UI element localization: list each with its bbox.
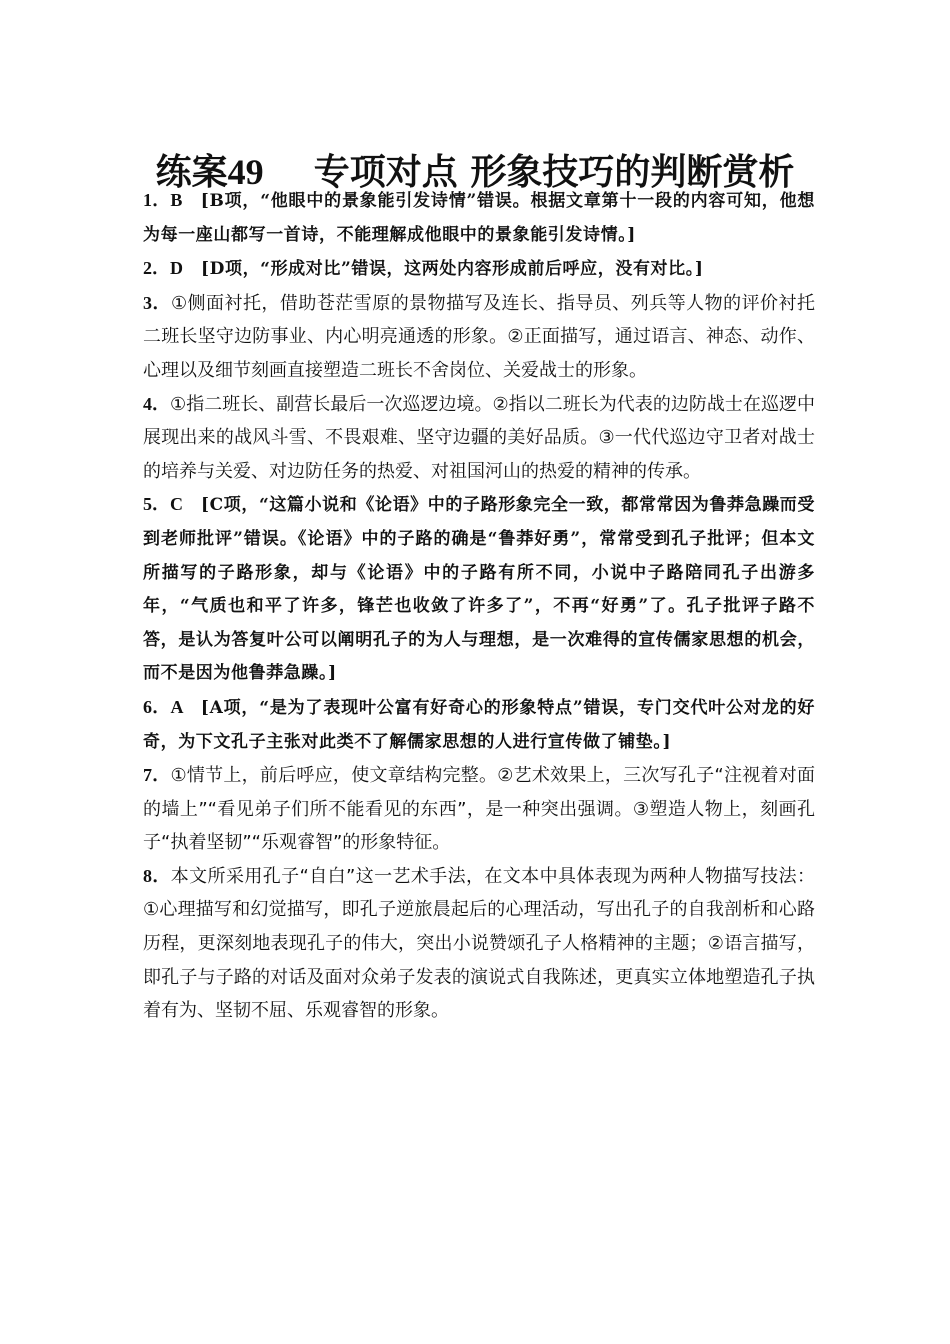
title-text: 专项对点 形象技巧的判断赏析 (313, 152, 795, 194)
answer-number: 2．D (143, 258, 201, 279)
answer-text: ①情节上，前后呼应，使文章结构完整。②艺术效果上，三次写孔子“注视着对面的墙上”“看见弟子们所不能看见的东西”，是一种突出强调。③塑造人物上，刻画孔子“执着坚韧”“乐观睿智”的形象特征。 (143, 765, 815, 854)
answer-item-7 (143, 759, 815, 860)
answer-text: ①指二班长、副营长最后一次巡逻边境。②指以二班长为代表的边防战士在巡逻中展现出来的战风斗雪、不畏艰难、坚守边疆的美好品质。③一代代巡边守卫者对战士的培养与关爱、对边防任务的热爱、对祖国河山的热爱的精神的传承。 (143, 393, 815, 482)
answer-item-1 (143, 184, 815, 252)
answer-text: [A项，“是为了表现叶公富有好奇心的形象特点”错误，专门交代叶公对龙的好奇，为下文孔子主张对此类不了解儒家思想的人进行宣传做了铺垫。] (143, 697, 815, 752)
answer-item-3 (143, 287, 815, 388)
answer-text: [C项，“这篇小说和《论语》中的子路形象完全一致，都常常因为鲁莽急躁而受到老师批评”错误。《论语》中的子路的确是“鲁莽好勇”，常常受到孔子批评；但本文所描写的子路形象，却与《论语》中的子路有所不同，小说中子路陪同孔子出游多年，“气质也和平了许多，锋芒也收敛了许多了”，不再“好勇”了。孔子批评子路不答，是认为答复叶公可以阐明孔子的为人与理想，是一次难得的宣传儒家思想的机会，而不是因为他鲁莽急躁。] (143, 495, 816, 684)
answer-number: 3． (143, 292, 171, 313)
answer-text: 本文所采用孔子“自白”这一艺术手法，在文本中具体表现为两种人物描写技法：①心理描写和幻觉描写，即孔子逆旅晨起后的心理活动，写出孔子的自我剖析和心路历程，更深刻地表现孔子的伟大，突出小说赞颂孔子人格精神的主题；②语言描写，即孔子与子路的对话及面对众弟子发表的演说式自我陈述，更真实立体地塑造孔子执着有为、坚韧不屈、乐观睿智的形象。 (143, 865, 815, 1022)
answer-number: 1．B (143, 190, 201, 210)
answer-item-5 (143, 488, 815, 691)
answer-list (143, 184, 815, 1028)
answer-item-4 (143, 388, 815, 489)
answer-item-8 (143, 860, 815, 1028)
answer-item-6 (143, 691, 815, 759)
answer-text: [B项，“他眼中的景象能引发诗情”错误。根据文章第十一段的内容可知，他想为每一座山都写一首诗，不能理解成他眼中的景象能引发诗情。] (143, 191, 815, 245)
answer-number: 5．C (143, 494, 202, 515)
answer-text: [D项，“形成对比”错误，这两处内容形成前后呼应，没有对比。] (201, 259, 704, 280)
answer-number: 7． (143, 765, 171, 786)
answer-text: ①侧面衬托，借助苍茫雪原的景物描写及连长、指导员、列兵等人物的评价衬托二班长坚守边防事业、内心明亮通透的形象。②正面描写，通过语言、神态、动作、心理以及细节刻画直接塑造二班长不舍岗位、关爱战士的形象。 (143, 292, 815, 381)
title-prefix: 练案 (155, 152, 228, 194)
answer-number: 6．A (143, 696, 201, 717)
answer-item-2 (143, 252, 815, 287)
answer-number: 8． (143, 865, 171, 886)
title-number: 49 (227, 152, 264, 193)
answer-number: 4． (143, 393, 171, 414)
